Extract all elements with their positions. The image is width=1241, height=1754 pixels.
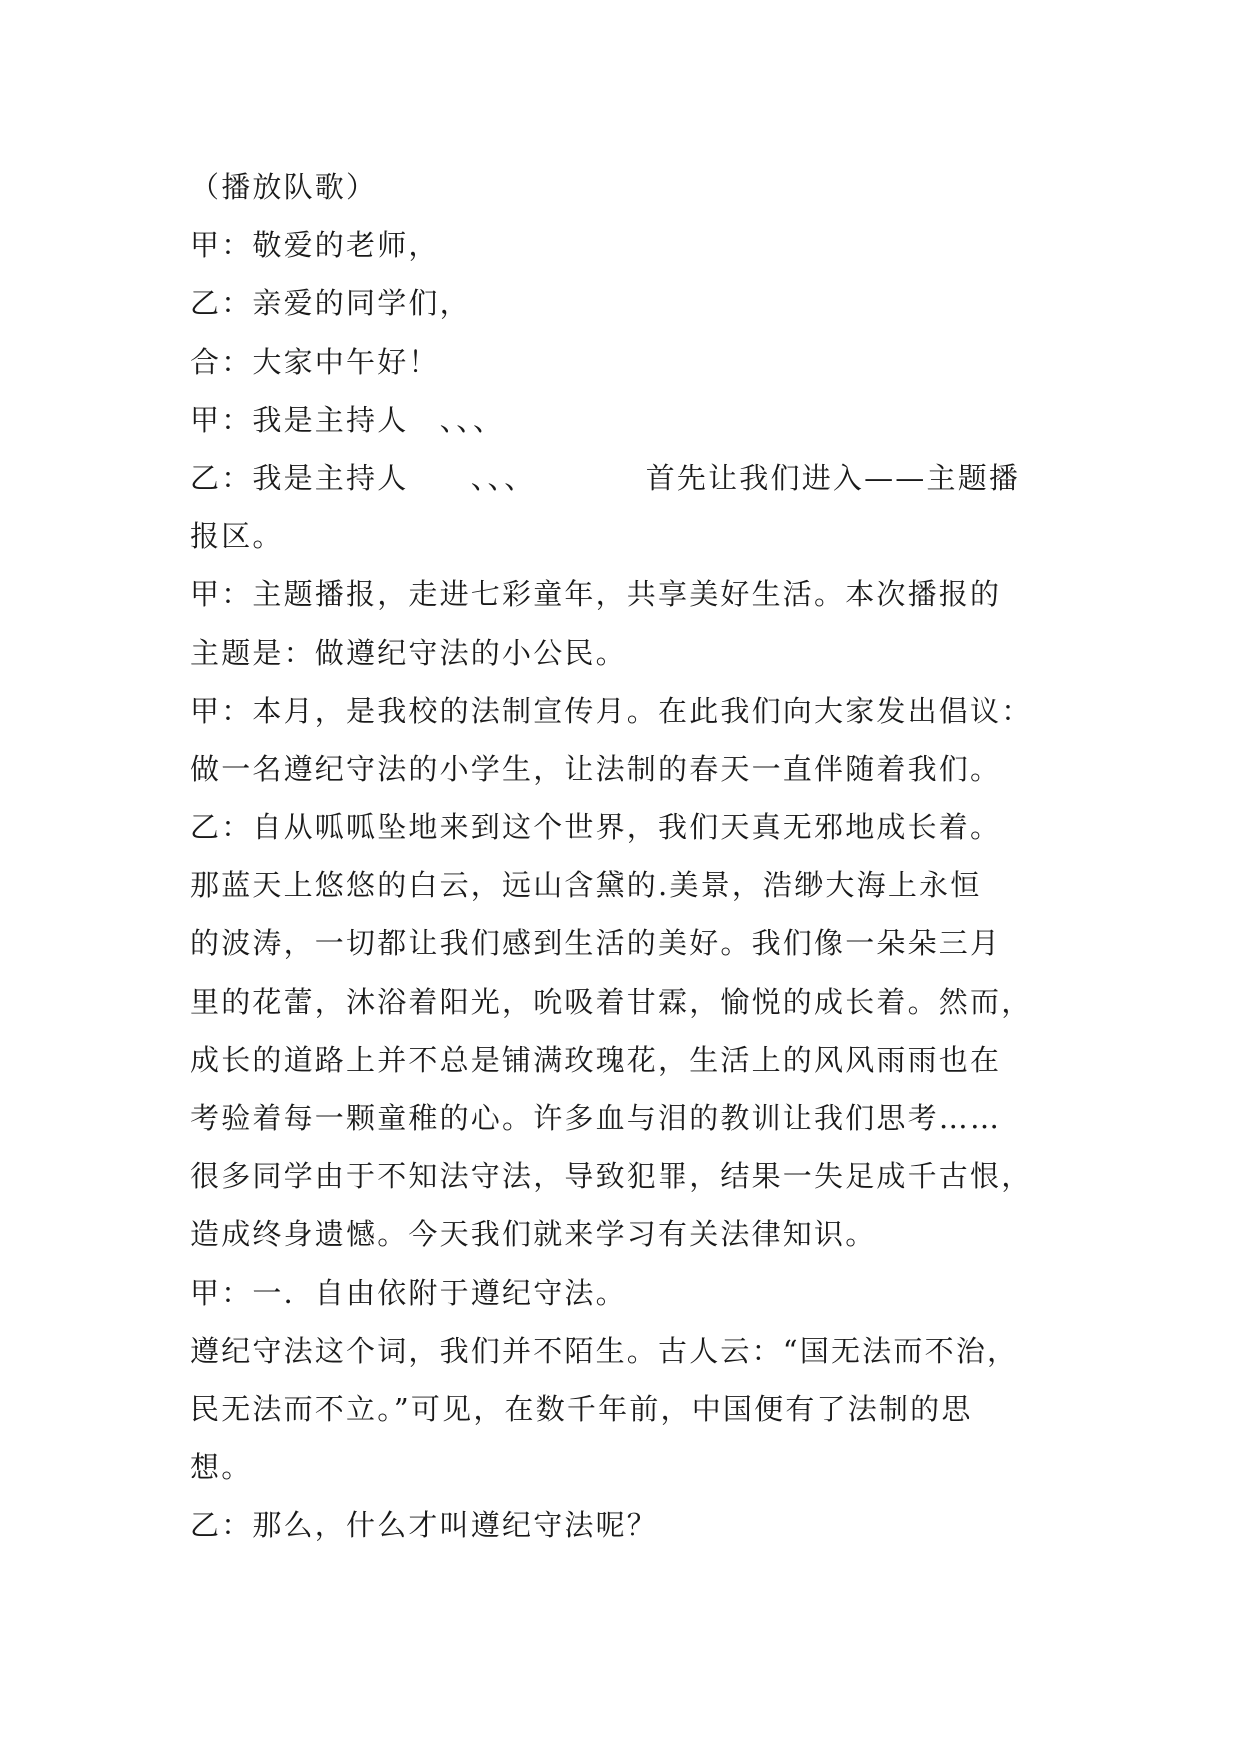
text-line: 乙：自从呱呱坠地来到这个世界，我们天真无邪地成长着。 bbox=[190, 810, 1002, 845]
text-line: 很多同学由于不知法守法，导致犯罪，结果一失足成千古恨， bbox=[190, 1159, 1033, 1194]
text-line: 做一名遵纪守法的小学生，让法制的春天一直伴随着我们。 bbox=[190, 751, 1002, 786]
text-line: 甲：一．自由依附于遵纪守法。 bbox=[190, 1275, 627, 1310]
text-line: 乙：那么，什么才叫遵纪守法呢？ bbox=[190, 1508, 659, 1543]
text-line: 成长的道路上并不总是铺满玫瑰花，生活上的风风雨雨也在 bbox=[190, 1042, 1002, 1077]
text-line: 报区。 bbox=[190, 519, 284, 554]
text-line: 甲：主题播报，走进七彩童年，共享美好生活。本次播报的 bbox=[190, 577, 1002, 612]
text-line: 甲：我是主持人 、、、 bbox=[190, 402, 505, 437]
document-body bbox=[190, 158, 1060, 1555]
text-line: 造成终身遗憾。今天我们就来学习有关法律知识。 bbox=[190, 1217, 877, 1252]
text-line: 想。 bbox=[190, 1450, 253, 1485]
text-line: 甲：本月，是我校的法制宣传月。在此我们向大家发出倡议： bbox=[190, 693, 1033, 728]
text-line: 乙：亲爱的同学们， bbox=[190, 286, 471, 321]
text-line: 里的花蕾，沐浴着阳光，吮吸着甘霖，愉悦的成长着。然而， bbox=[190, 984, 1033, 1019]
text-line: 的波涛，一切都让我们感到生活的美好。我们像一朵朵三月 bbox=[190, 926, 1002, 961]
text-line: 民无法而不立。”可见，在数千年前，中国便有了法制的思 bbox=[190, 1391, 973, 1426]
text-line: 考验着每一颗童稚的心。许多血与泪的教训让我们思考…… bbox=[190, 1101, 1002, 1135]
text-line: 甲：敬爱的老师， bbox=[190, 228, 440, 263]
text-line: 乙：我是主持人 、、、 首先让我们进入——主题播 bbox=[190, 460, 1021, 495]
text-line: 遵纪守法这个词，我们并不陌生。古人云：“国无法而不治， bbox=[190, 1333, 1019, 1368]
text-line: （播放队歌） bbox=[190, 170, 378, 204]
text-line: 合：大家中午好！ bbox=[190, 344, 440, 379]
text-line: 那蓝天上悠悠的白云，远山含黛的.美景，浩缈大海上永恒 bbox=[190, 868, 982, 903]
text-line: 主题是：做遵纪守法的小公民。 bbox=[190, 635, 627, 670]
